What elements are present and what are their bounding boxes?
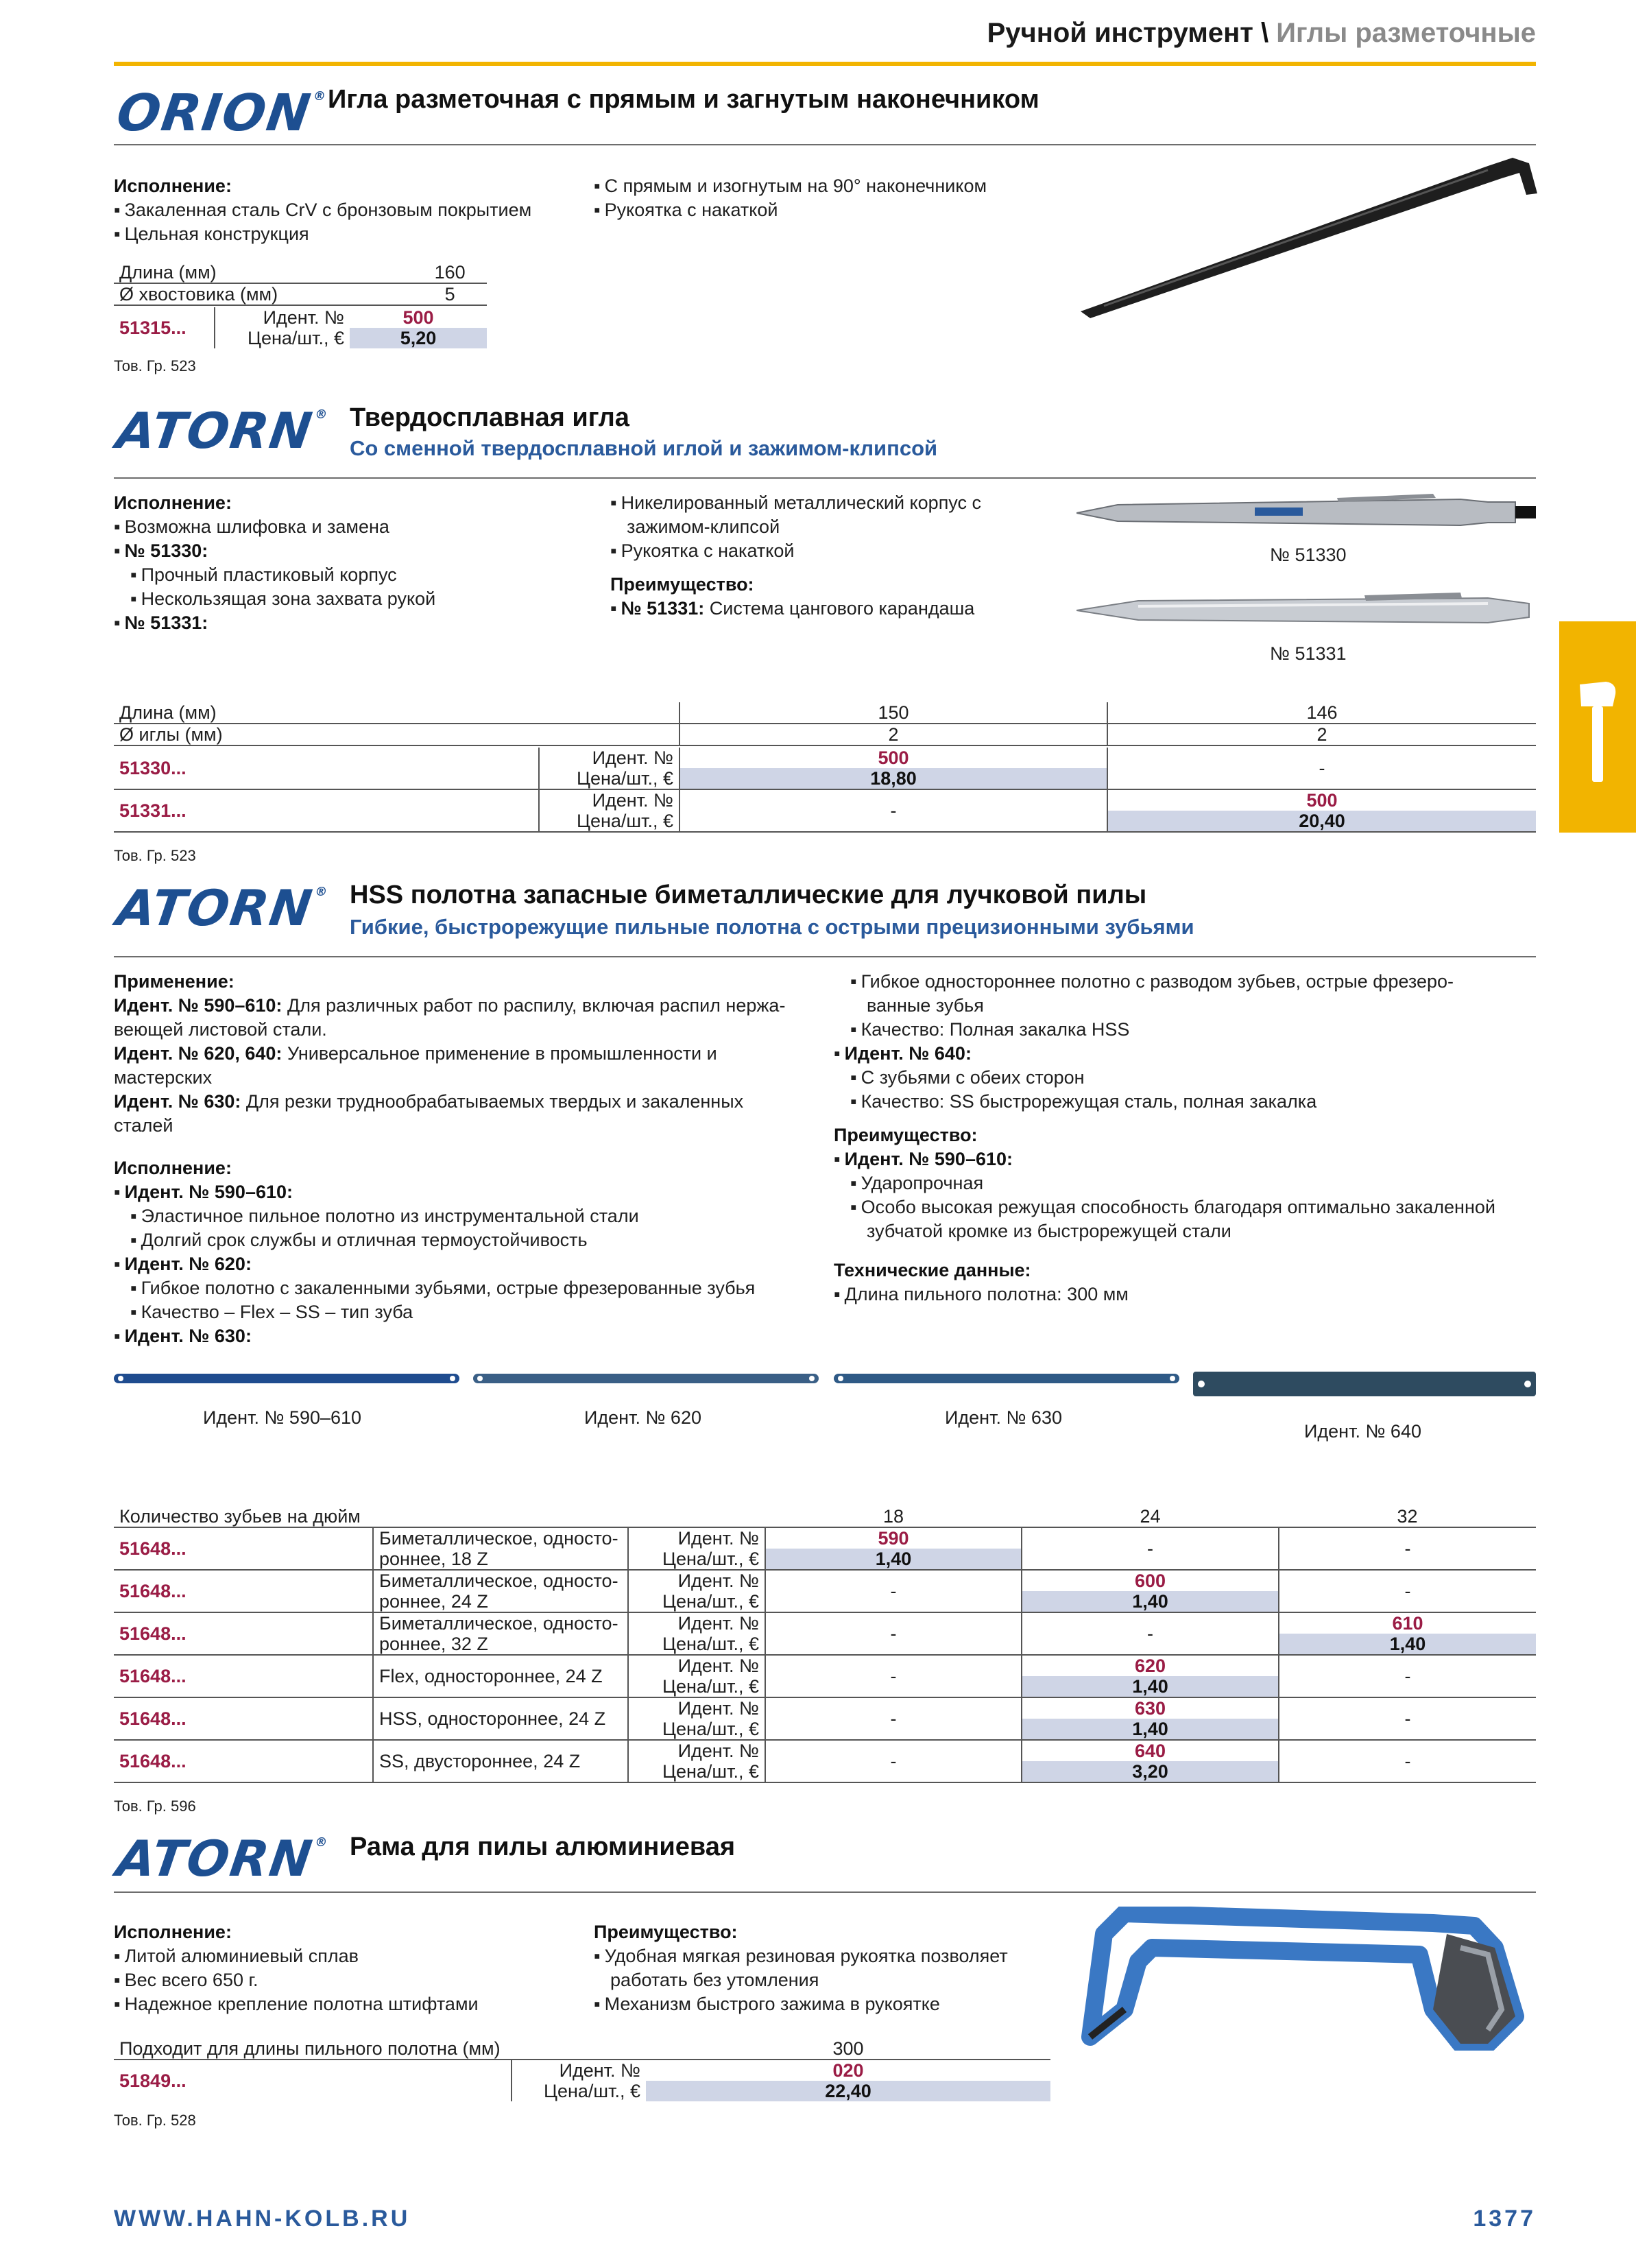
hammer-icon <box>1578 679 1617 782</box>
id-value: 500 <box>402 307 434 328</box>
article-number: 51315... <box>119 318 187 338</box>
s1-feature: ▪ С прямым и изогнутым на 90° наконечником <box>594 174 987 198</box>
s4-title: Рама для пилы алюминиевая <box>350 1833 736 1861</box>
s1-rule <box>114 144 1536 145</box>
s2-features-right: ▪ Никелированный металлический корпус с зажимом-клипсой ▪ Рукоятка с накаткой Преимущество: ▪ № 51331: Система цангового карандаша <box>610 491 981 621</box>
scriber-51331-image <box>1076 586 1543 635</box>
s1-feature: ▪ Рукоятка с накаткой <box>594 198 987 222</box>
teeth-label: Количество зубьев на дюйм <box>119 1506 361 1527</box>
atorn-logo: ATORN® <box>113 1830 330 1887</box>
blade-caption: Идент. № 630 <box>945 1407 1062 1428</box>
s4-features-left: Исполнение: ▪ Литой алюминиевый сплав ▪ Вес всего 650 г. ▪ Надежное крепление полотна штифтами <box>114 1920 479 2016</box>
length-label: Длина (мм) <box>119 262 217 283</box>
s3-price-table: Количество зубьев на дюйм 18 24 32 51648... Биметаллическое, односто- роннее, 18 Z Идент. № 590 - - Цена/шт., € 1,40 51648... Биметаллическое, односто- роннее, 24 Z Идент. № - 600 - Цена/шт., € 1,40 51648... Биметаллическое, односто- роннее, 32 Z Идент. № - - 610 Цена/шт., € 1,40 51648... Flex, одностороннее, 24 Z Идент. № - 620 - Цена/шт., € 1,40 51648... HSS, одностороннее, 24 Z Идент. № - 630 - Цена/шт., € 1,40 51648... SS, двустороннее, 24 Z Идент. № - 640 - Цена/шт., € 3,20 <box>114 1506 1536 1783</box>
diameter-value: 5 <box>444 284 455 305</box>
s2-product-group: Тов. Гр. 523 <box>114 847 196 864</box>
category-side-tab[interactable] <box>1559 621 1636 833</box>
s2-price-table: 51330... Идент. № 500 - Цена/шт., € 18,80 51331... Идент. № - 500 Цена/шт., € 20,40 <box>114 748 1536 833</box>
s3-product-group: Тов. Гр. 596 <box>114 1798 196 1815</box>
atorn-logo: ATORN® <box>113 879 330 937</box>
table-row: 51648... HSS, одностороннее, 24 Z Идент. № - 630 - <box>114 1697 1536 1719</box>
s3-features-right: ▪ Гибкое одностороннее полотно с разводом зубьев, острые фрезеро- ванные зубья ▪ Качество: Полная закалка HSS ▪ Идент. № 640: ▪ С зубьями с обеих сторон ▪ Качество: SS быстрорежущая сталь, полная закалка Преимущество: ▪ Идент. № 590–610: ▪ Ударопрочная ▪ Особо высокая режущая способность благодаря оптимально закаленной зубчатой кромке из быстрорежущей стали Технические данные: ▪ Длина пильного полотна: 300 мм <box>834 970 1495 1306</box>
blade-caption: Идент. № 640 <box>1304 1421 1421 1442</box>
s1-feature: ▪ Закаленная сталь CrV с бронзовым покрытием <box>114 198 531 222</box>
blade-caption: Идент. № 620 <box>584 1407 701 1428</box>
table-row: 51330... Идент. № 500 - <box>114 748 1536 768</box>
s1-spec-table <box>114 262 487 306</box>
length-value: 160 <box>434 262 466 283</box>
id-label: Идент. № <box>215 307 350 328</box>
s1-price-table <box>114 307 487 348</box>
header-separator: \ <box>1261 18 1269 48</box>
table-row: 51648... SS, двустороннее, 24 Z Идент. № - 640 - <box>114 1740 1536 1761</box>
s3-execution: Исполнение: ▪ Идент. № 590–610: ▪ Эластичное пильное полотно из инструментальной стали ▪ Долгий срок службы и отличная термоустойчивость ▪ Идент. № 620: ▪ Гибкое полотно с закаленными зубьями, острые фрезерованные зубья ▪ Качество – Flex – SS – тип зуба ▪ Идент. № 630: <box>114 1156 755 1348</box>
table-row: 51648... Биметаллическое, односто- роннее, 24 Z Идент. № - 600 - <box>114 1570 1536 1591</box>
table-row: 51648... Flex, одностороннее, 24 Z Идент. № - 620 - <box>114 1655 1536 1676</box>
s1-feature: ▪ Цельная конструкция <box>114 222 531 246</box>
price-value: 5,20 <box>350 328 487 348</box>
atorn-logo: ATORN® <box>113 402 330 459</box>
saw-frame-image <box>1076 1907 1543 2051</box>
table-row: 51648... Биметаллическое, односто- роннее, 32 Z Идент. № - - 610 <box>114 1612 1536 1634</box>
blade-caption: Идент. № 590–610 <box>203 1407 362 1428</box>
blade-630-image <box>834 1372 1179 1385</box>
s3-subtitle: Гибкие, быстрорежущие пильные полотна с острыми прецизионными зубьями <box>350 915 1194 939</box>
s4-spec-table: Подходит для длины пильного полотна (мм) 300 51849... Идент. № 020 Цена/шт., € 22,40 <box>114 2038 1050 2101</box>
price-label: Цена/шт., € <box>215 328 350 348</box>
page-number: 1377 <box>1473 2206 1536 2232</box>
page-header <box>987 18 1536 49</box>
s2-spec-table: Длина (мм) 150 146 Ø иглы (мм) 2 2 <box>114 702 1536 746</box>
orion-logo: ORION® <box>113 84 328 143</box>
website-link[interactable]: WWW.HAHN-KOLB.RU <box>114 2206 411 2232</box>
diameter-label: Ø хвостовика (мм) <box>119 284 278 305</box>
s2-features-left: Исполнение: ▪ Возможна шлифовка и замена ▪ № 51330: ▪ Прочный пластиковый корпус ▪ Нескользящая зона захвата рукой ▪ № 51331: <box>114 491 435 635</box>
header-subsection: Иглы разметочные <box>1276 18 1536 48</box>
s2-title: Твердосплавная игла <box>350 403 629 432</box>
s4-features-right: Преимущество: ▪ Удобная мягкая резиновая рукоятка позволяет работать без утомления ▪ Механизм быстрого зажима в рукоятке <box>594 1920 1008 2016</box>
s3-title: HSS полотна запасные биметаллические для лучковой пилы <box>350 881 1147 909</box>
s1-exec-heading: Исполнение: <box>114 176 232 196</box>
s1-features-left <box>114 174 531 246</box>
table-row: 51331... Идент. № - 500 <box>114 789 1536 811</box>
s3-rule <box>114 956 1536 957</box>
s2-rule <box>114 477 1536 479</box>
s1-product-group: Тов. Гр. 523 <box>114 357 196 374</box>
s4-rule <box>114 1891 1536 1893</box>
s4-product-group: Тов. Гр. 528 <box>114 2112 196 2129</box>
table-row: 51648... Биметаллическое, односто- роннее, 18 Z Идент. № 590 - - <box>114 1527 1536 1549</box>
s1-features-right <box>594 174 987 222</box>
s2-subtitle: Со сменной твердосплавной иглой и зажимом-клипсой <box>350 436 938 460</box>
blade-620-image <box>473 1372 819 1385</box>
header-rule <box>114 62 1536 66</box>
s1-title: Игла разметочная с прямым и загнутым наконечником <box>328 85 1039 114</box>
s2-caption-51331: № 51331 <box>1270 643 1347 664</box>
s3-application: Применение: Идент. № 590–610: Для различных работ по распилу, включая распил нержа- веющей листовой стали. Идент. № 620, 640: Универсальное применение в промышленности и мастерских Идент. № 630: Для резки труднообрабатываемых твердых и закаленных сталей <box>114 971 786 1136</box>
blade-640-image <box>1193 1370 1536 1398</box>
marking-needle-image <box>1076 154 1543 325</box>
blade-590-610-image <box>114 1372 459 1385</box>
scriber-51330-image <box>1076 488 1543 536</box>
s2-caption-51330: № 51330 <box>1270 545 1347 565</box>
header-section: Ручной инструмент <box>987 18 1253 48</box>
